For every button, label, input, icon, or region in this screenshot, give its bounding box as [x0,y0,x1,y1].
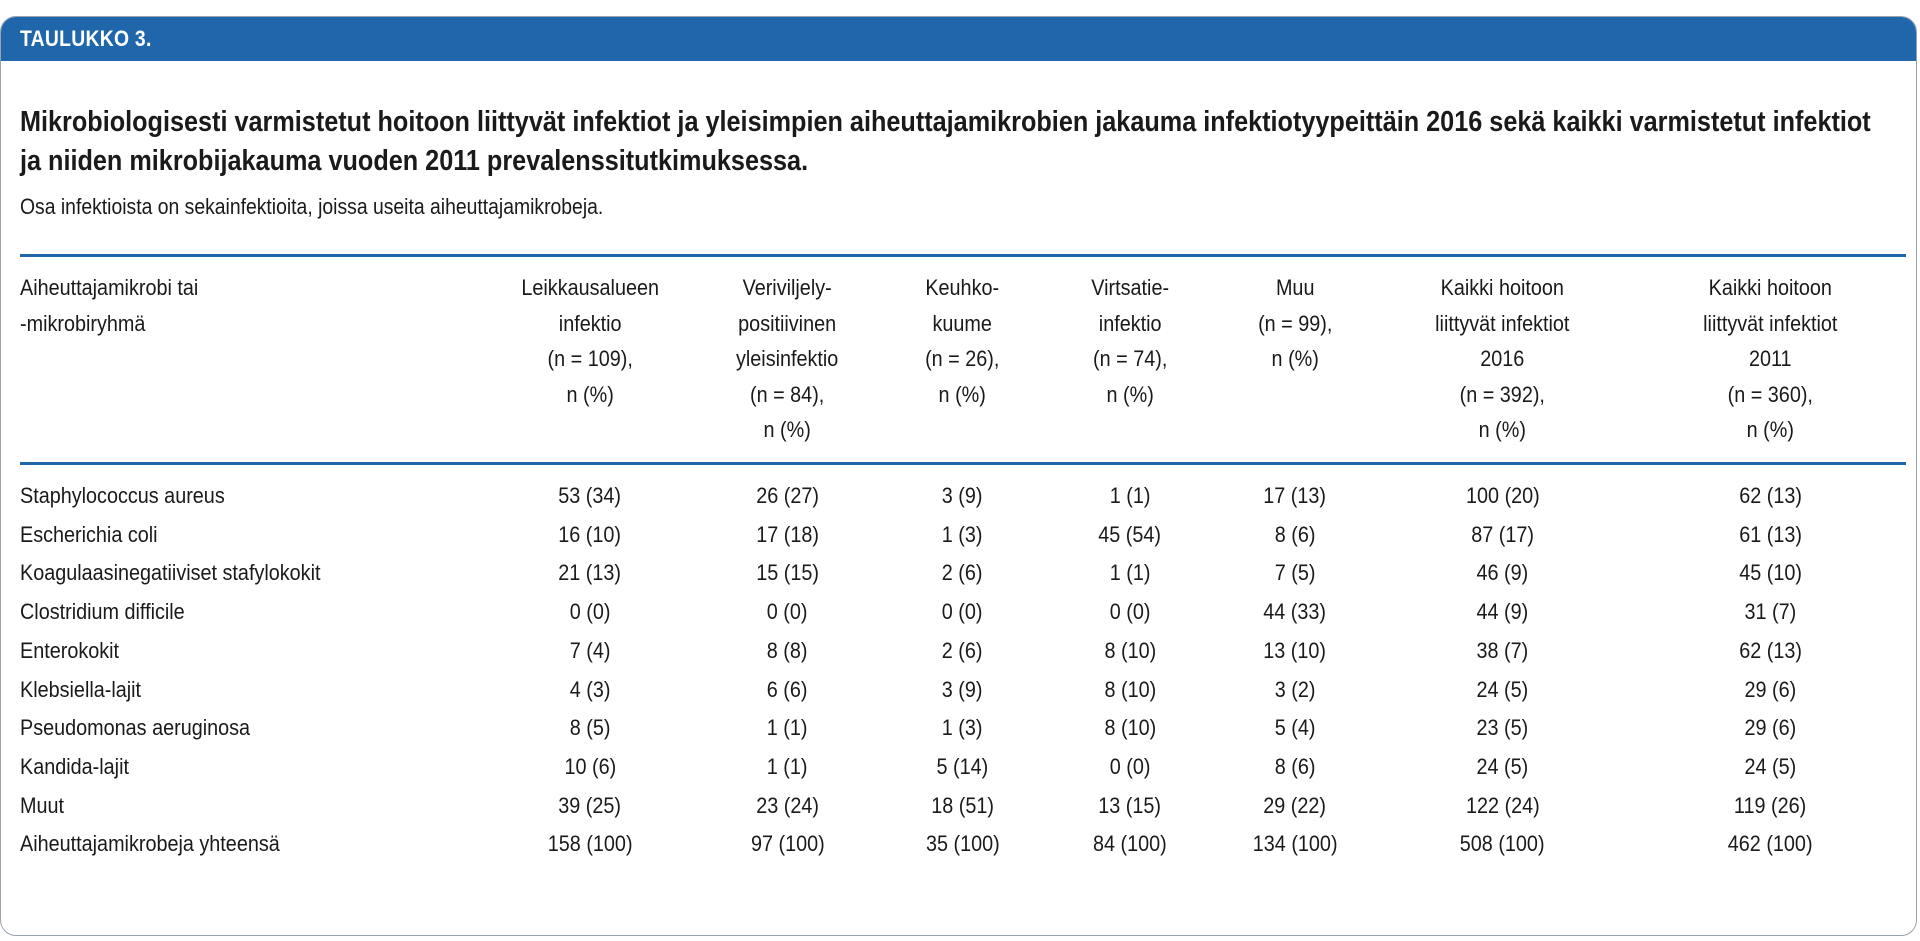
table-cell [690,554,885,593]
table-row [20,593,1906,632]
table-cell [690,787,885,826]
column-header-line: (n = 84), [750,381,825,407]
row-label [20,671,490,710]
cell-value: 8 (10) [1104,637,1156,663]
row-label-text: Koagulaasinegatiiviset stafylokokit [20,560,321,586]
cell-value: 21 (13) [558,560,622,586]
cell-value: 39 (25) [558,792,622,818]
table-cell [1040,477,1220,516]
column-header-text [1091,270,1169,412]
column-header-line: 2011 [1749,346,1792,371]
table-cell [1220,554,1370,593]
column-header [1370,270,1635,462]
table-cell [1220,709,1370,748]
column-header [20,270,490,462]
column-header-line: Aiheuttajamikrobi tai [20,275,199,300]
cell-value: 5 (4) [1274,715,1316,741]
table-row [20,787,1906,826]
column-header-line: n (%) [1746,417,1795,442]
table-cell [1635,787,1906,826]
table-row [20,825,1906,864]
cell-value: 31 (7) [1744,599,1797,625]
table-label: TAULUKKO 3. [20,26,152,51]
table-cell [1040,632,1220,671]
column-header-line: (n = 99), [1257,310,1333,336]
table-cell [885,632,1040,671]
row-label-text: Aiheuttajamikrobeja yhteensä [20,831,280,857]
table-cell [1220,632,1370,671]
table-cell [1635,554,1906,593]
row-label [20,825,490,864]
table-cell [1220,516,1370,555]
cell-value: 1 (1) [767,753,808,779]
column-header-line: (n = 109), [547,346,633,371]
cell-value: 6 (6) [767,676,808,702]
table-cell [1370,477,1635,516]
column-header-line: n (%) [566,381,614,407]
table-cell [1370,671,1635,710]
cell-value: 0 (0) [569,599,611,625]
cell-value: 23 (24) [756,792,819,818]
cell-value: 8 (6) [1274,521,1316,547]
row-label [20,748,490,787]
cell-value: 38 (7) [1476,637,1529,663]
table-cell [490,632,690,671]
table-cell [885,709,1040,748]
header-row [20,270,1906,462]
column-header-line: n (%) [1271,346,1319,371]
cell-value: 46 (9) [1476,560,1529,586]
cell-value: 45 (10) [1739,560,1802,586]
cell-value: 45 (54) [1098,521,1162,547]
table-cell [1370,787,1635,826]
table-cell [490,787,690,826]
table-cell [1040,825,1220,864]
column-header-line: liittyvät infektiot [1435,310,1570,336]
column-header-text [736,270,838,448]
table-cell [885,477,1040,516]
cell-value: 44 (33) [1263,599,1327,625]
cell-value: 97 (100) [750,831,825,857]
cell-value: 29 (6) [1744,715,1797,741]
column-header-text [1258,270,1332,377]
column-header-line: (n = 26), [925,346,1000,371]
cell-value: 15 (15) [756,560,819,586]
column-header-line: yleisinfektio [736,346,839,371]
column-header-line: Leikkausalueen [521,275,659,300]
table-subtitle: Osa infektioista on sekainfektioita, joissa useita aiheuttajamikrobeja. [20,194,604,219]
column-header-line: Keuhko- [925,275,1000,300]
table-cell [690,671,885,710]
cell-value: 62 (13) [1739,637,1802,663]
table-cell [1040,787,1220,826]
cell-value: 8 (5) [569,715,611,741]
table-row [20,671,1906,710]
column-header-line: n (%) [763,417,812,442]
table-cell [690,748,885,787]
table-cell [1040,748,1220,787]
cell-value: 24 (5) [1744,753,1797,779]
cell-value: 3 (9) [942,676,983,702]
cell-value: 1 (1) [767,715,808,741]
table-cell [1635,593,1906,632]
table-cell [1370,632,1635,671]
table-caption [1,103,1916,221]
table-cell [885,554,1040,593]
cell-value: 8 (10) [1104,715,1156,741]
cell-value: 7 (5) [1274,560,1316,586]
cell-value: 35 (100) [925,831,1000,857]
table-cell [490,748,690,787]
column-header-text [925,270,999,412]
table-cell [1220,671,1370,710]
row-label-text: Pseudomonas aeruginosa [20,715,251,741]
cell-value: 1 (3) [942,521,983,547]
cell-value: 7 (4) [569,637,611,663]
cell-value: 17 (18) [756,521,819,547]
cell-value: 23 (5) [1476,715,1529,741]
cell-value: 0 (0) [1109,753,1151,779]
column-header-line: infektio [558,310,622,336]
cell-value: 100 (20) [1465,483,1540,508]
cell-value: 1 (1) [1109,560,1151,586]
table-cell [1040,554,1220,593]
row-label-text: Muut [20,792,65,818]
table-cell [690,709,885,748]
column-header-line: Veriviljely- [742,275,833,300]
row-label [20,709,490,748]
table-cell [690,516,885,555]
table-cell [490,554,690,593]
column-header-line: (n = 360), [1727,381,1814,407]
row-label [20,477,490,516]
cell-value: 119 (26) [1734,792,1807,818]
cell-value: 53 (34) [558,483,622,508]
table-row [20,709,1906,748]
table-cell [885,516,1040,555]
table-cell [1370,554,1635,593]
header-top-rule [20,254,1906,257]
table-cell [1635,516,1906,555]
column-header-line: n (%) [1478,417,1527,442]
table-row [20,477,1906,516]
table-cell [1220,748,1370,787]
table-cell [690,632,885,671]
cell-value: 122 (24) [1465,792,1540,818]
table-cell [1040,671,1220,710]
table-cell [1635,632,1906,671]
cell-value: 4 (3) [569,676,611,702]
column-header-line: infektio [1098,310,1162,336]
column-header [1635,270,1906,462]
table-cell [490,477,690,516]
cell-value: 158 (100) [547,831,633,857]
row-label [20,516,490,555]
column-header [885,270,1040,462]
table-cell [1635,709,1906,748]
table-row [20,632,1906,671]
cell-value: 10 (6) [564,753,616,779]
table-cell [690,477,885,516]
cell-value: 62 (13) [1739,483,1802,508]
column-header-line: (n = 392), [1459,381,1546,407]
cell-value: 24 (5) [1476,753,1529,779]
cell-value: 44 (9) [1476,599,1529,625]
cell-value: 87 (17) [1471,521,1534,547]
cell-value: 8 (6) [1274,753,1316,779]
data-table [20,270,1906,864]
cell-value: 5 (14) [936,753,989,779]
cell-value: 13 (15) [1098,792,1162,818]
table-row [20,748,1906,787]
row-label [20,787,490,826]
table-cell [490,825,690,864]
column-header-line: Kaikki hoitoon [1440,275,1565,300]
column-header-text [1435,270,1569,448]
row-label [20,593,490,632]
cell-value: 61 (13) [1739,521,1802,547]
column-header-line: positiivinen [738,310,837,336]
cell-value: 0 (0) [767,599,808,625]
table-cell [490,671,690,710]
cell-value: 1 (3) [942,715,983,741]
column-header-line: -mikrobiryhmä [20,310,146,336]
column-header-line: liittyvät infektiot [1703,310,1838,336]
table-cell [690,825,885,864]
cell-value: 24 (5) [1476,676,1529,702]
table-cell [1370,516,1635,555]
table-cell [690,593,885,632]
row-label-text: Enterokokit [20,637,120,663]
table-row [20,554,1906,593]
column-header [490,270,690,462]
column-header-line: (n = 74), [1092,346,1168,371]
column-header-line: Kaikki hoitoon [1708,275,1833,300]
table-cell [1220,593,1370,632]
cell-value: 29 (22) [1263,792,1327,818]
table-cell [490,709,690,748]
table-cell [885,787,1040,826]
table-cell [885,671,1040,710]
row-label-text: Kandida-lajit [20,753,129,779]
row-label [20,554,490,593]
column-header-line: 2016 [1480,346,1525,371]
table-cell [1220,477,1370,516]
table-cell [1370,825,1635,864]
row-label [20,632,490,671]
table-cell [1635,477,1906,516]
row-label-text: Clostridium difficile [20,599,185,625]
table-cell [490,593,690,632]
table-cell [1040,593,1220,632]
table-cell [885,593,1040,632]
cell-value: 8 (8) [767,637,808,663]
table-cell [1370,709,1635,748]
column-header-line: n (%) [938,381,987,407]
cell-value: 17 (13) [1263,483,1327,508]
cell-value: 1 (1) [1109,483,1151,508]
table-cell [1370,593,1635,632]
row-label-text: Escherichia coli [20,521,158,547]
cell-value: 26 (27) [756,483,819,508]
cell-value: 134 (100) [1252,831,1338,857]
cell-value: 13 (10) [1263,637,1327,663]
cell-value: 84 (100) [1093,831,1167,857]
table-cell [1040,709,1220,748]
cell-value: 508 (100) [1460,831,1545,857]
table-cell [885,748,1040,787]
cell-value: 29 (6) [1744,676,1797,702]
cell-value: 8 (10) [1104,676,1156,702]
column-header-text [20,270,198,341]
table-cell [1040,516,1220,555]
cell-value: 3 (2) [1274,676,1316,702]
column-header-line: Virtsatie- [1091,275,1169,300]
cell-value: 0 (0) [942,599,983,625]
table-cell [490,516,690,555]
cell-value: 2 (6) [942,637,983,663]
cell-value: 18 (51) [931,792,994,818]
table-cell [1635,671,1906,710]
table-cell [1220,787,1370,826]
cell-value: 3 (9) [942,483,983,508]
row-label-text: Klebsiella-lajit [20,676,142,702]
column-header [690,270,885,462]
cell-value: 0 (0) [1109,599,1151,625]
column-header-text [521,270,659,412]
table-title: Mikrobiologisesti varmistetut hoitoon liittyvät infektiot ja yleisimpien aiheuttajamikrobien jakauma infektiotyypeittäin 2016 sekä kaikki varmistetut infektiot ja niiden mikrobijakauma vuoden 2011 prevalenssitutkimuksessa. [20,106,1871,177]
table-cell [1635,825,1906,864]
column-header-text [1703,270,1837,448]
cell-value: 2 (6) [942,560,983,586]
row-label-text: Staphylococcus aureus [20,483,225,508]
table-cell [1220,825,1370,864]
column-header [1220,270,1370,462]
table-cell [1635,748,1906,787]
column-header-line: kuume [932,310,993,336]
table-cell [885,825,1040,864]
table-row [20,516,1906,555]
table-label-bar [1,17,1916,61]
column-header [1040,270,1220,462]
cell-value: 462 (100) [1728,831,1813,857]
column-header-line: Muu [1275,275,1315,300]
cell-value: 16 (10) [558,521,622,547]
column-header-line: n (%) [1106,381,1154,407]
table-cell [1370,748,1635,787]
table-card [0,16,1917,936]
